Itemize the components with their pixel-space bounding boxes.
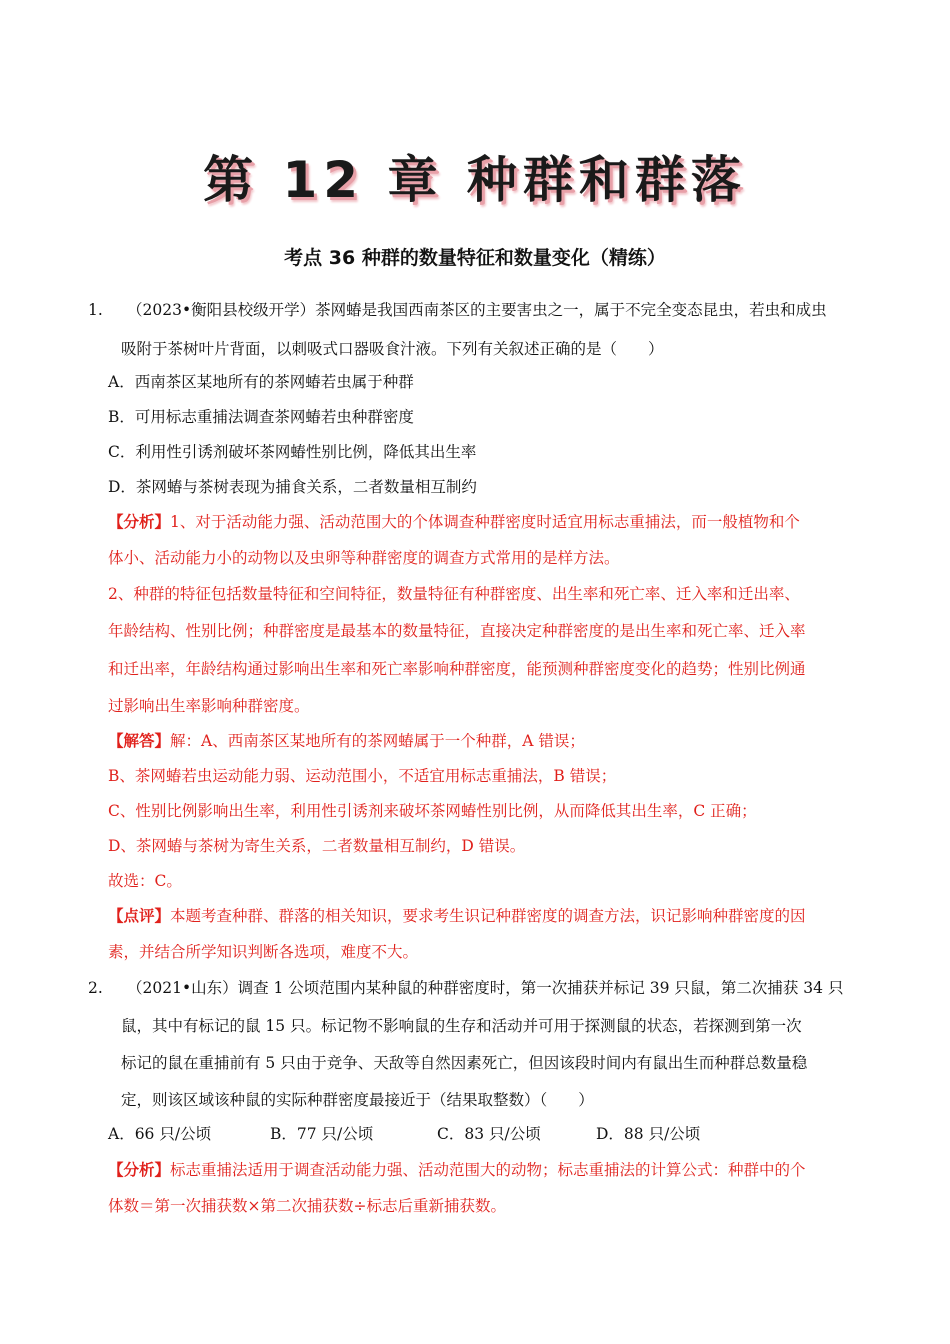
question-2-stem-line-4: 定，则该区域该种鼠的实际种群密度最接近于（结果取整数）（ ） <box>121 1091 594 1109</box>
question-2-option-d: D．88 只/公顷 <box>596 1125 701 1143</box>
question-2-analysis-line-1 <box>108 1160 806 1180</box>
question-2-number: 2. <box>88 979 103 997</box>
question-2-option-c: C．83 只/公顷 <box>437 1125 541 1143</box>
question-1-option-b: B．可用标志重捕法调查茶网蝽若虫种群密度 <box>108 408 414 426</box>
question-1-answer-line-2: B、茶网蝽若虫运动能力弱、运动范围小，不适宜用标志重捕法，B 错误； <box>108 767 617 785</box>
question-1-option-d: D．茶网蝽与茶树表现为捕食关系，二者数量相互制约 <box>108 478 477 496</box>
question-1-number: 1. <box>88 301 103 319</box>
question-1-analysis-line-3: 2、种群的特征包括数量特征和空间特征，数量特征有种群密度、出生率和死亡率、迁入率和迁出率、 <box>108 585 800 603</box>
question-1-answer-line-5: 故选：C。 <box>108 872 182 890</box>
question-1-stem-line-1: （2023•衡阳县校级开学）茶网蝽是我国西南茶区的主要害虫之一，属于不完全变态昆虫，若虫和成虫 <box>127 301 827 319</box>
answer-text: 解：A、西南茶区某地所有的茶网蝽属于一个种群，A 错误； <box>170 732 585 750</box>
question-1-option-c: C．利用性引诱剂破坏茶网蝽性别比例，降低其出生率 <box>108 443 477 461</box>
analysis-text: 标志重捕法适用于调查活动能力强、活动范围大的动物；标志重捕法的计算公式：种群中的个 <box>170 1161 806 1179</box>
question-2-stem-line-3: 标记的鼠在重捕前有 5 只由于竞争、天敌等自然因素死亡，但因该段时间内有鼠出生而种群总数量稳 <box>121 1054 808 1072</box>
question-2-option-a: A．66 只/公顷 <box>108 1125 212 1143</box>
analysis-tag: 【分析】 <box>108 1160 171 1179</box>
question-2-option-b: B．77 只/公顷 <box>270 1125 374 1143</box>
question-2-stem-line-2: 鼠，其中有标记的鼠 15 只。标记物不影响鼠的生存和活动并可用于探测鼠的状态，若探测到第一次 <box>121 1017 802 1035</box>
question-1-analysis-line-2: 体小、活动能力小的动物以及虫卵等种群密度的调查方式常用的是样方法。 <box>108 549 620 567</box>
section-subtitle: 考点 36 种群的数量特征和数量变化（精练） <box>284 247 666 269</box>
question-1-analysis-line-6: 过影响出生率影响种群密度。 <box>108 697 310 715</box>
question-1-answer-line-1 <box>108 731 585 751</box>
question-1-analysis-line-4: 年龄结构、性别比例；种群密度是最基本的数量特征，直接决定种群密度的是出生率和死亡率、迁入率 <box>108 622 806 640</box>
question-1-analysis-line-5: 和迁出率，年龄结构通过影响出生率和死亡率影响种群密度，能预测种群密度变化的趋势；性别比例通 <box>108 660 806 678</box>
chapter-title: 第 12 章 种群和群落 <box>203 151 747 209</box>
question-1-stem-line-2: 吸附于茶树叶片背面，以刺吸式口器吸食汁液。下列有关叙述正确的是（ ） <box>121 340 664 358</box>
question-1-comment-line-2: 素，并结合所学知识判断各选项，难度不大。 <box>108 943 419 961</box>
question-2-options <box>108 1124 868 1144</box>
question-1-answer-line-3: C、性别比例影响出生率，利用性引诱剂来破坏茶网蝽性别比例，从而降低其出生率，C 正确； <box>108 802 757 820</box>
comment-tag: 【点评】 <box>108 906 171 925</box>
analysis-tag: 【分析】 <box>108 512 171 531</box>
comment-text: 本题考查种群、群落的相关知识，要求考生识记种群密度的调查方法，识记影响种群密度的因 <box>170 907 806 925</box>
question-1-comment-line-1 <box>108 906 806 926</box>
analysis-text: 1、对于活动能力强、活动范围大的个体调查种群密度时适宜用标志重捕法，而一般植物和个 <box>170 513 800 531</box>
question-1-answer-line-4: D、茶网蝽与茶树为寄生关系，二者数量相互制约，D 错误。 <box>108 837 526 855</box>
question-1-analysis-line-1 <box>108 512 800 532</box>
answer-tag: 【解答】 <box>108 731 171 750</box>
question-2-stem-line-1: （2021•山东）调查 1 公顷范围内某种鼠的种群密度时，第一次捕获并标记 39 只鼠，第二次捕获 34 只 <box>127 979 844 997</box>
question-2-analysis-line-2: 体数＝第一次捕获数×第二次捕获数÷标志后重新捕获数。 <box>108 1197 506 1215</box>
question-1-option-a: A．西南茶区某地所有的茶网蝽若虫属于种群 <box>108 373 414 391</box>
